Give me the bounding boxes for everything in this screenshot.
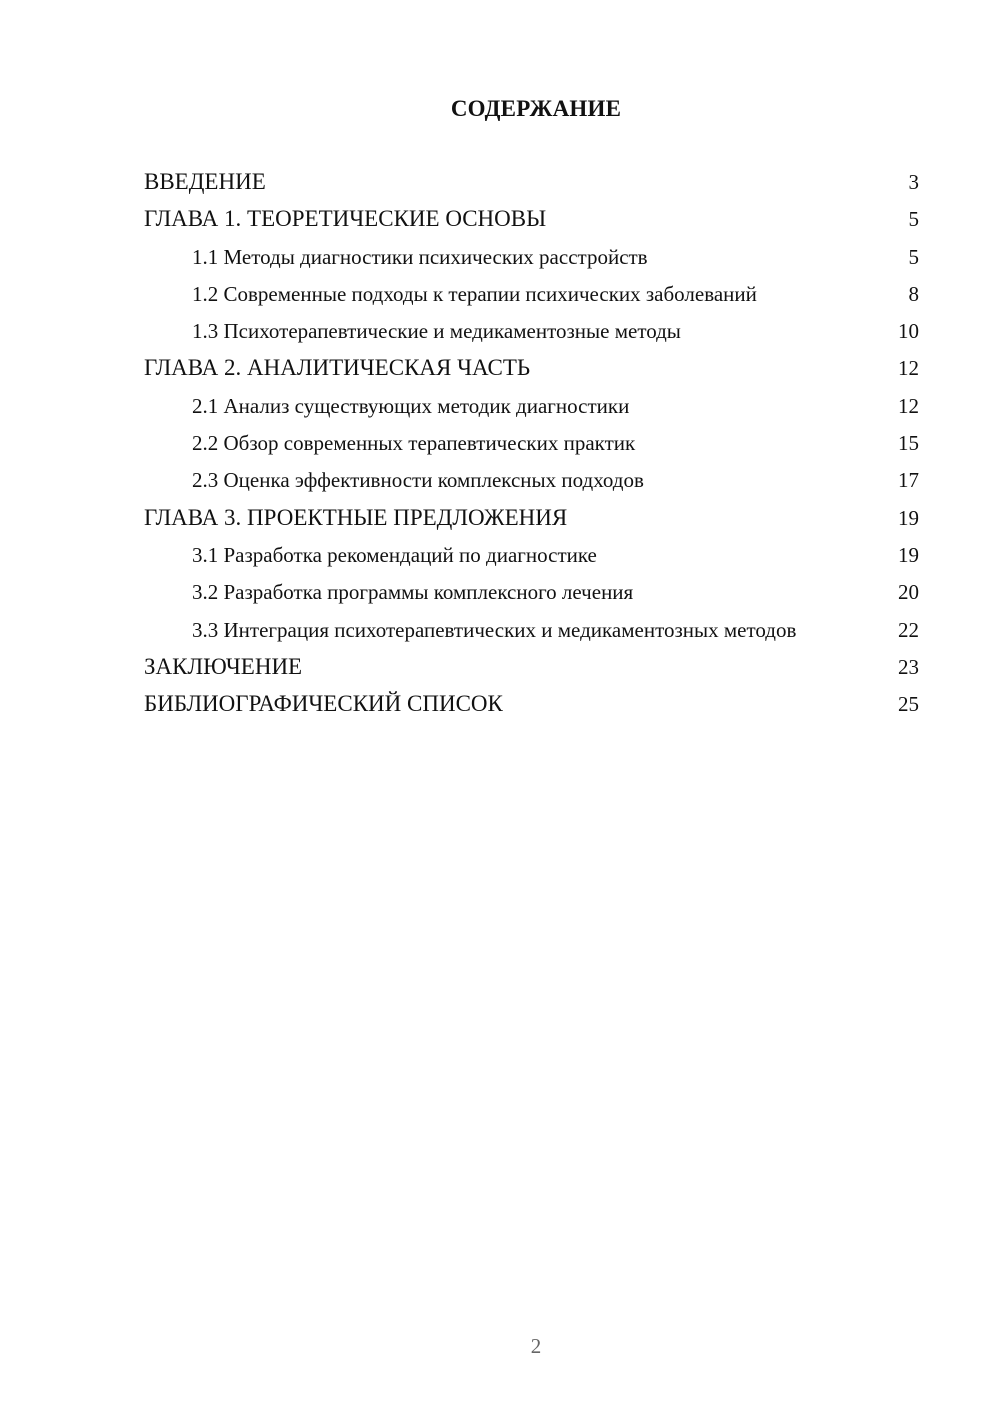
toc-subentry[interactable] <box>144 430 919 456</box>
toc-entry-page: 12 <box>898 393 919 418</box>
toc-subentry[interactable] <box>144 393 919 419</box>
toc-entry[interactable] <box>144 355 919 381</box>
toc-entry-page: 12 <box>898 356 919 381</box>
toc-entry-title: 3.1 Разработка рекомендаций по диагностике <box>192 542 597 567</box>
toc-entry[interactable] <box>144 206 919 232</box>
toc-entry-page: 8 <box>908 281 919 306</box>
toc-entry-page: 3 <box>908 170 919 194</box>
toc-entry-page: 20 <box>898 580 919 605</box>
page-title: СОДЕРЖАНИЕ <box>450 96 622 121</box>
toc-subentry[interactable] <box>144 281 919 307</box>
page-number: 2 <box>530 1334 542 1358</box>
toc-entry-title: 1.2 Современные подходы к терапии психических заболеваний <box>192 281 757 306</box>
toc-subentry[interactable] <box>144 244 919 270</box>
toc-entry[interactable] <box>144 169 919 195</box>
toc-entry-title: ВВЕДЕНИЕ <box>144 169 266 194</box>
toc-subentry[interactable] <box>144 467 919 493</box>
toc-entry-page: 10 <box>898 319 919 344</box>
toc-entry-title: 3.2 Разработка программы комплексного лечения <box>192 580 634 605</box>
toc-entry[interactable] <box>144 691 919 717</box>
toc-entry-title: БИБЛИОГРАФИЧЕСКИЙ СПИСОК <box>144 691 503 717</box>
toc-entry-title: ГЛАВА 3. ПРОЕКТНЫЕ ПРЕДЛОЖЕНИЯ <box>144 504 568 530</box>
toc-entry-page: 15 <box>898 431 919 456</box>
toc-entry-title: 2.2 Обзор современных терапевтических практик <box>192 431 636 456</box>
toc-entry-title: 3.3 Интеграция психотерапевтических и медикаментозных методов <box>192 617 797 642</box>
toc-entry[interactable] <box>144 654 919 680</box>
toc-entry-page: 22 <box>898 617 919 642</box>
toc-entry-title: 1.1 Методы диагностики психических расстройств <box>192 244 648 269</box>
toc-entry-title: 2.1 Анализ существующих методик диагностики <box>192 393 630 418</box>
toc-entry-page: 19 <box>898 505 919 530</box>
toc-subentry[interactable] <box>144 617 919 643</box>
toc-entry-title: ГЛАВА 1. ТЕОРЕТИЧЕСКИЕ ОСНОВЫ <box>144 206 547 232</box>
toc-entry-page: 5 <box>908 244 919 269</box>
toc-entry-page: 25 <box>898 692 919 717</box>
toc-entry-page: 19 <box>898 542 919 567</box>
toc-subentry[interactable] <box>144 318 919 344</box>
toc-entry-page: 23 <box>898 654 919 679</box>
table-of-contents <box>144 169 919 728</box>
toc-entry-page: 5 <box>908 207 919 232</box>
toc-entry-title: 2.3 Оценка эффективности комплексных подходов <box>192 468 644 493</box>
toc-entry-title: 1.3 Психотерапевтические и медикаментозные методы <box>192 319 681 344</box>
toc-entry[interactable] <box>144 505 919 531</box>
toc-subentry[interactable] <box>144 579 919 605</box>
toc-subentry[interactable] <box>144 542 919 568</box>
toc-entry-page: 17 <box>898 468 919 493</box>
toc-entry-title: ЗАКЛЮЧЕНИЕ <box>144 653 303 679</box>
toc-entry-title: ГЛАВА 2. АНАЛИТИЧЕСКАЯ ЧАСТЬ <box>144 355 531 381</box>
